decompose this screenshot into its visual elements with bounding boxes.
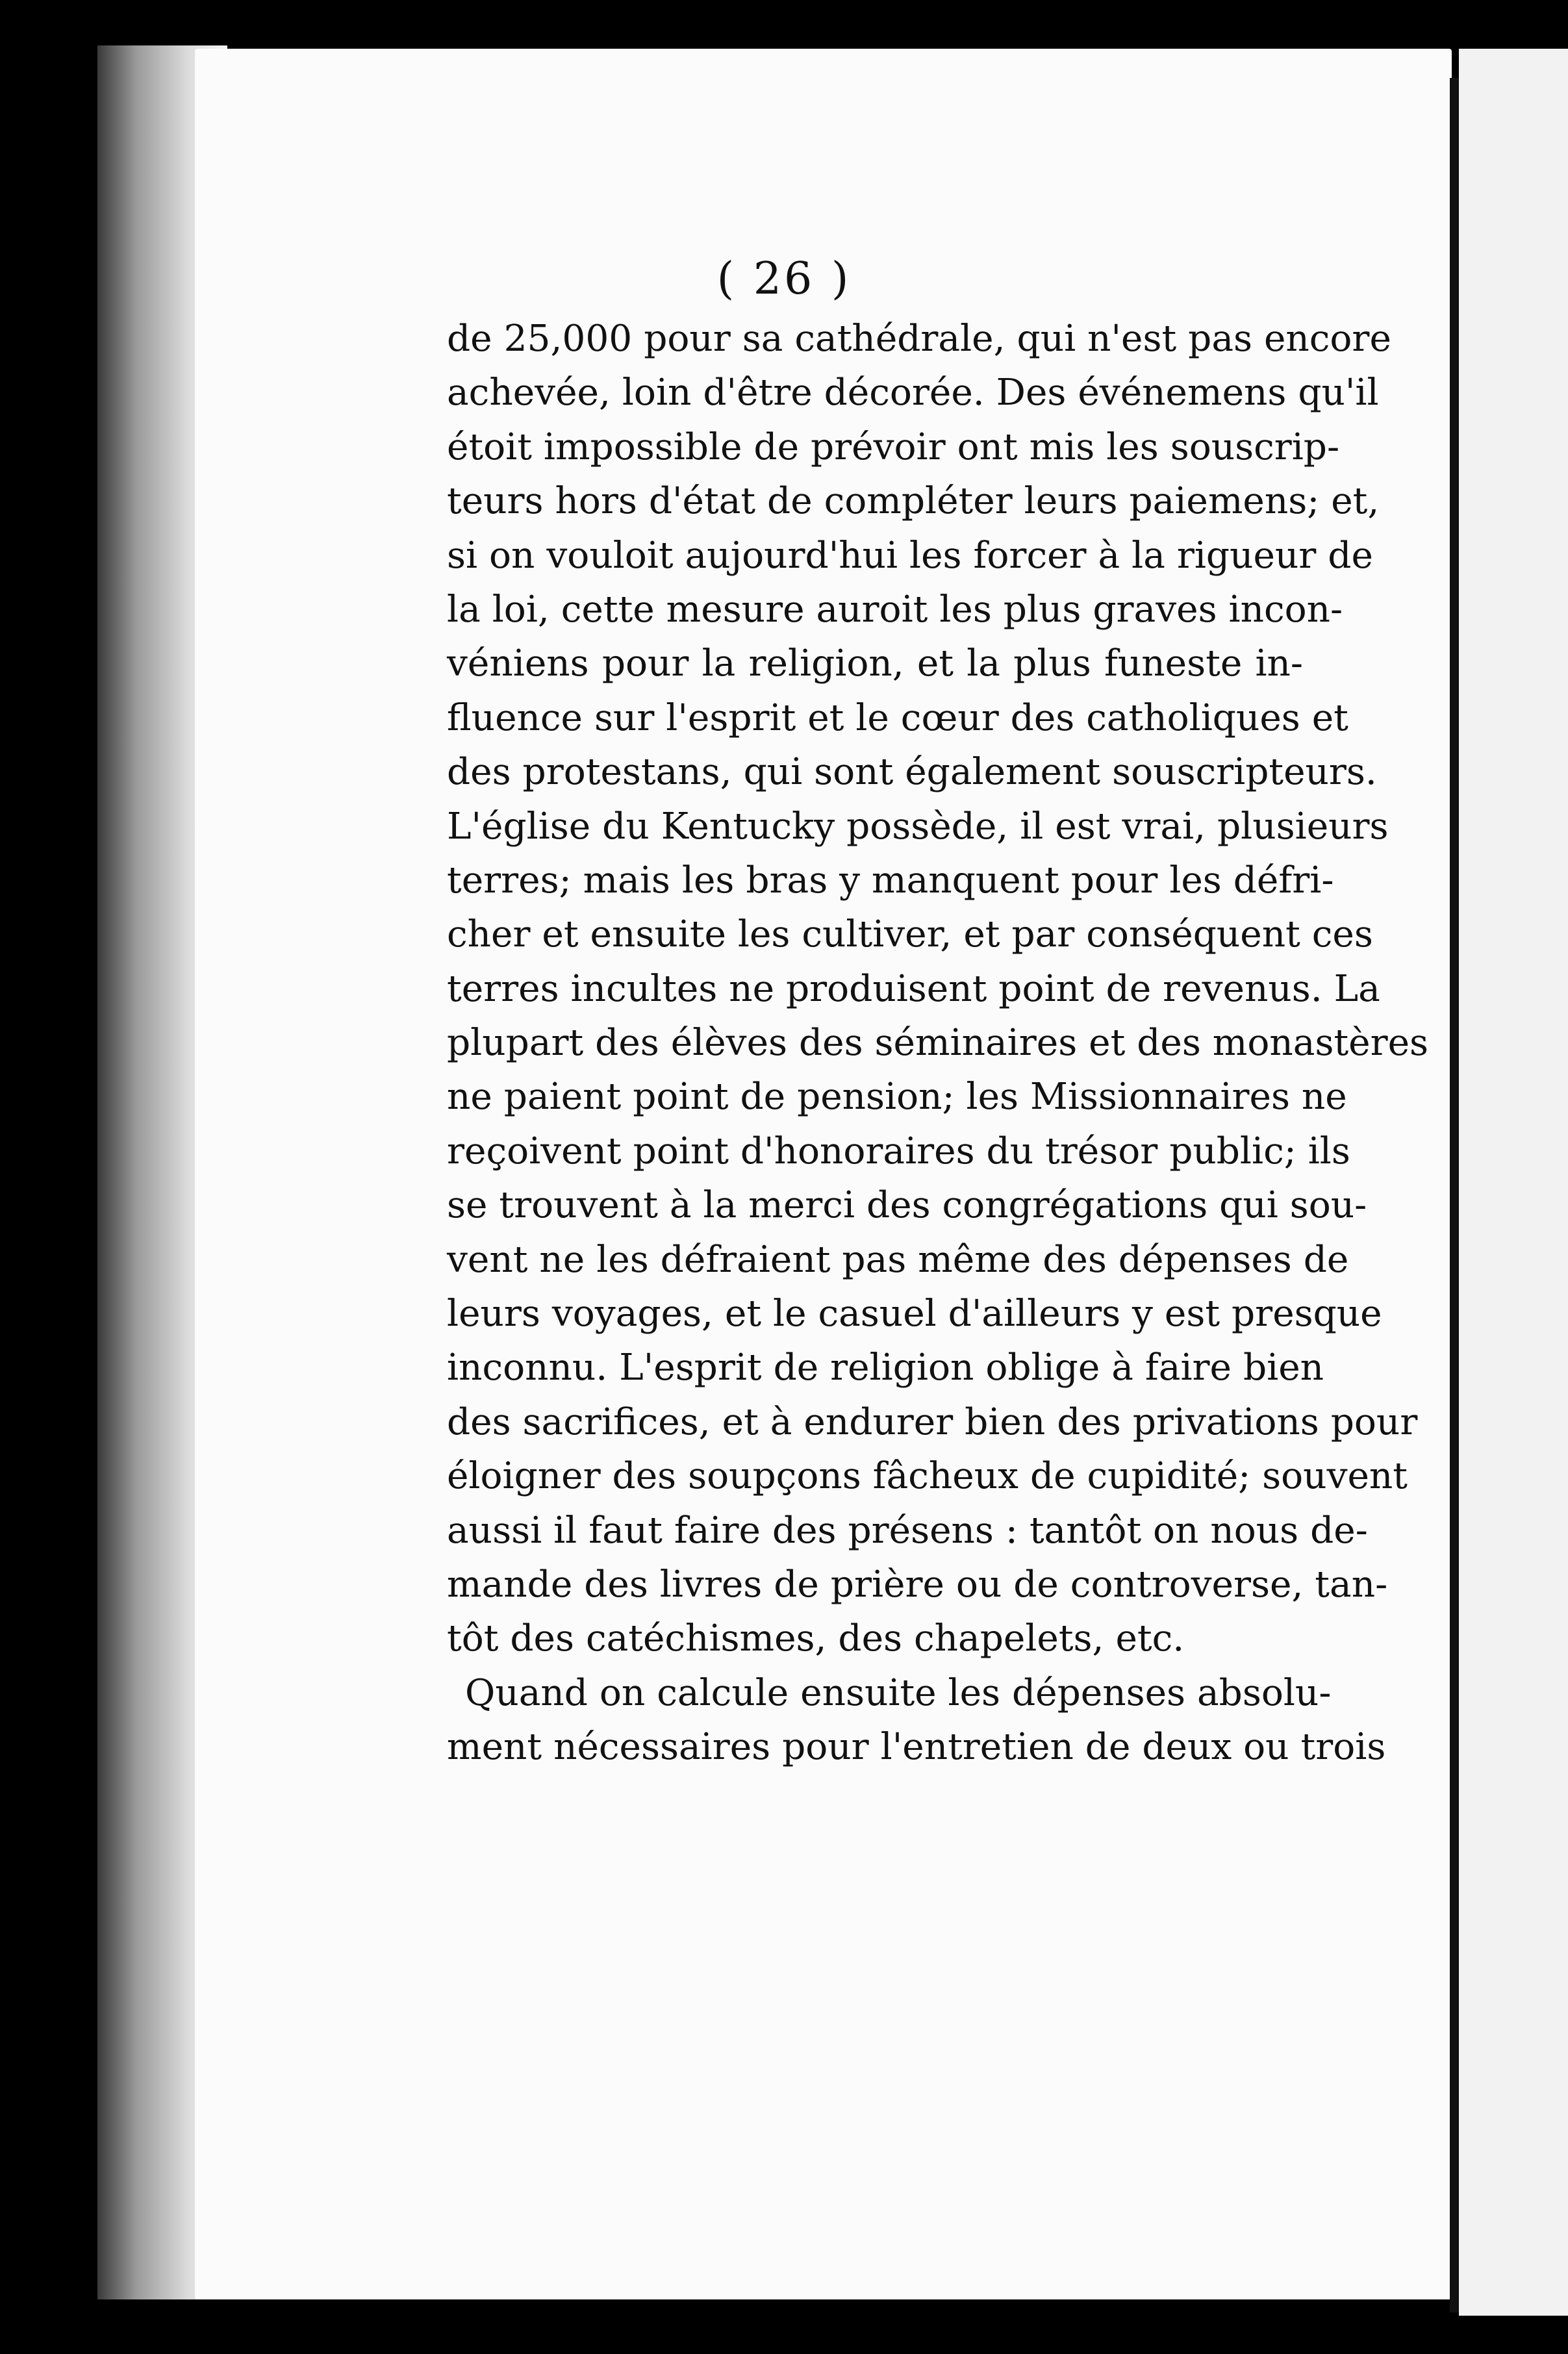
text-line: des sacrifices, et à endurer bien des privations pour — [447, 1400, 1418, 1443]
page-gutter-line — [1450, 78, 1459, 2312]
text-line: fluence sur l'esprit et le cœur des catholiques et — [447, 696, 1348, 739]
text-line: mande des livres de prière ou de controverse, tan- — [447, 1563, 1388, 1606]
text-line: ment nécessaires pour l'entretien de deux ou trois — [447, 1726, 1386, 1769]
text-line: cher et ensuite les cultiver, et par conséquent ces — [447, 913, 1373, 956]
text-line: aussi il faut faire des présens : tantôt on nous de- — [447, 1509, 1368, 1552]
text-line: tôt des catéchismes, des chapelets, etc. — [447, 1617, 1185, 1660]
text-line: éloigner des soupçons fâcheux de cupidité; souvent — [447, 1455, 1408, 1498]
text-line: Quand on calcule ensuite les dépenses absolu- — [465, 1671, 1332, 1714]
text-line: reçoivent point d'honoraires du trésor public; ils — [447, 1130, 1350, 1172]
text-line: inconnu. L'esprit de religion oblige à faire bien — [447, 1347, 1324, 1389]
text-line: ne paient point de pension; les Missionnaires ne — [447, 1076, 1347, 1119]
text-line: terres; mais les bras y manquent pour les défri- — [447, 859, 1334, 902]
text-line: terres incultes ne produisent point de revenus. La — [447, 967, 1380, 1010]
text-line: la loi, cette mesure auroit les plus graves incon- — [447, 588, 1343, 631]
text-line: leurs voyages, et le casuel d'ailleurs y est presque — [447, 1293, 1382, 1335]
text-line: plupart des élèves des séminaires et des monastères — [447, 1022, 1429, 1065]
text-line: des protestans, qui sont également souscripteurs. — [447, 751, 1377, 794]
text-line: L'église du Kentucky possède, il est vrai, plusieurs — [447, 805, 1389, 848]
text-line: teurs hors d'état de compléter leurs paiemens; et, — [447, 480, 1380, 523]
facing-page-strip — [1459, 49, 1568, 2316]
text-line: se trouvent à la merci des congrégations qui sou- — [447, 1184, 1367, 1227]
text-line: vent ne les défraient pas même des dépenses de — [447, 1238, 1349, 1281]
text-line: étoit impossible de prévoir ont mis les souscrip- — [447, 425, 1340, 468]
text-line: si on vouloit aujourd'hui les forcer à la rigueur de — [447, 534, 1373, 577]
page-number: ( 26 ) — [716, 253, 852, 305]
text-line: achevée, loin d'être décorée. Des événemens qu'il — [447, 372, 1379, 414]
text-line: véniens pour la religion, et la plus funeste in- — [447, 642, 1303, 685]
text-line: de 25,000 pour sa cathédrale, qui n'est pas encore — [447, 318, 1391, 360]
body-text — [447, 312, 1429, 1775]
